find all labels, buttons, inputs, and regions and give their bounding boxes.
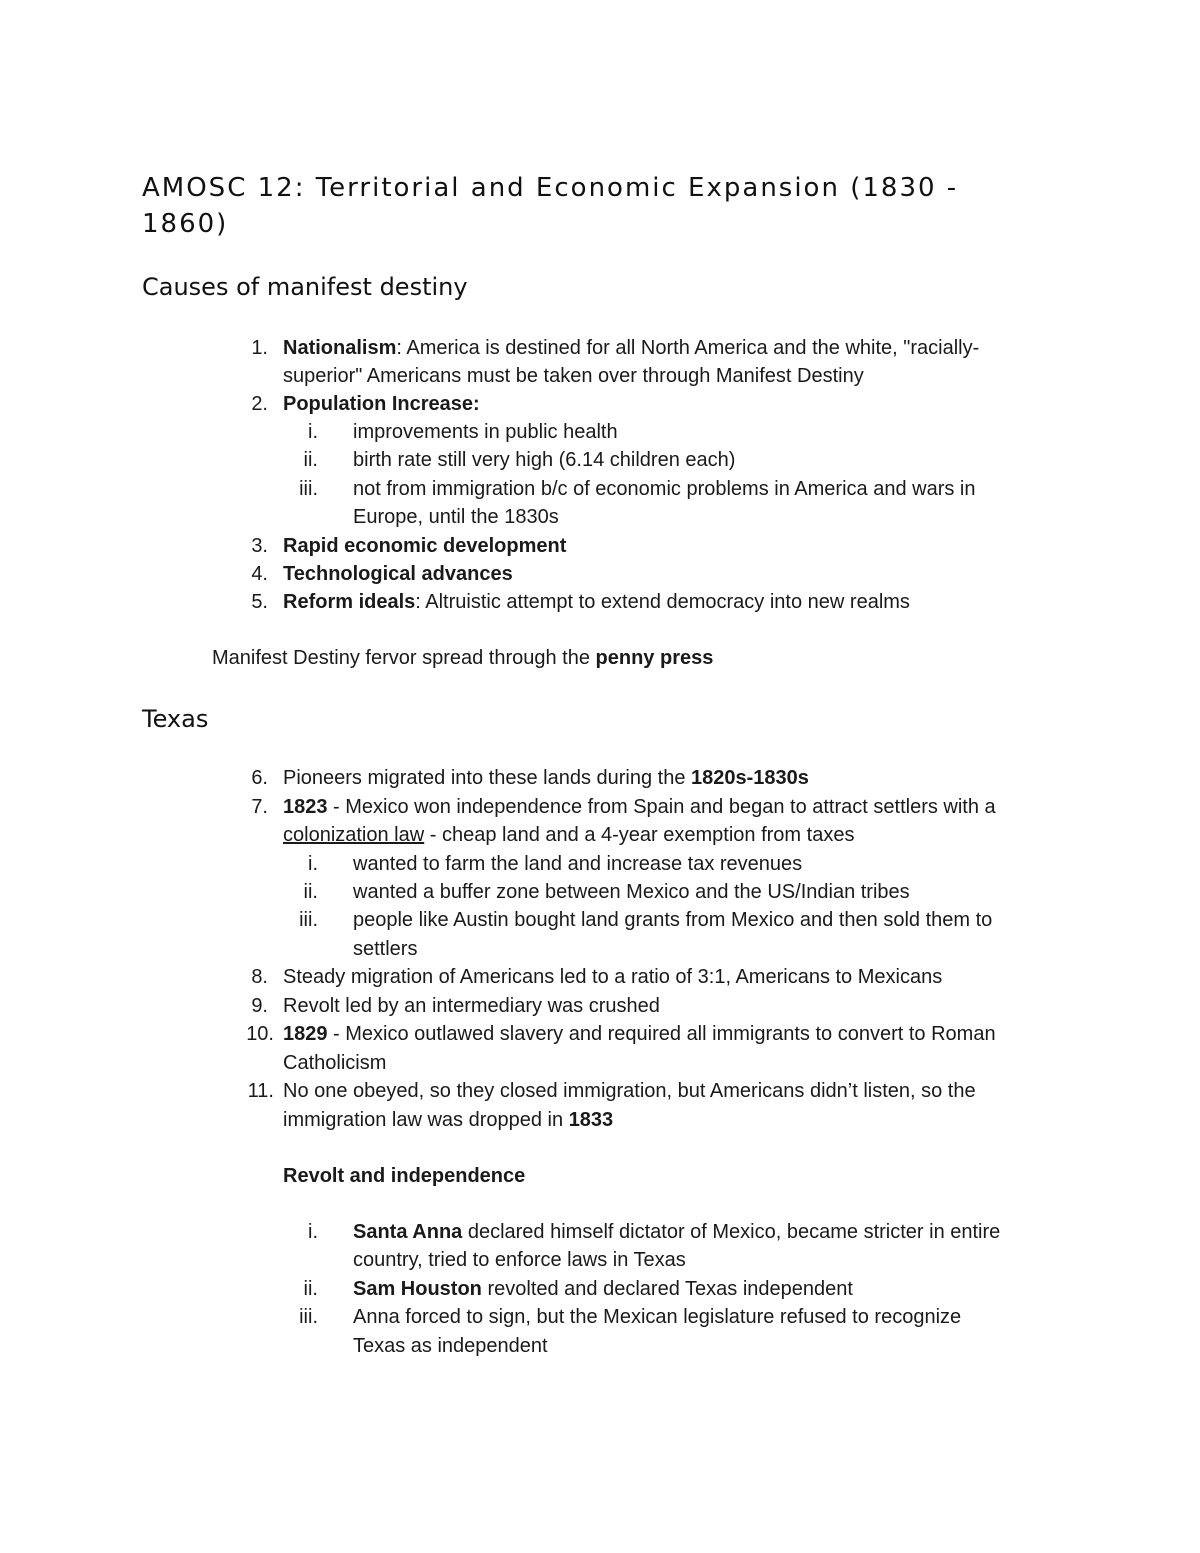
list-number: 10. bbox=[246, 1023, 274, 1045]
list-item bbox=[283, 793, 996, 821]
list-item bbox=[283, 1020, 996, 1048]
sublist-number: i. bbox=[308, 853, 318, 875]
term: Reform ideals bbox=[283, 591, 416, 613]
list-item bbox=[283, 764, 809, 792]
subheading bbox=[283, 1162, 525, 1190]
term: 1823 bbox=[283, 796, 328, 818]
term: Technological advances bbox=[283, 563, 513, 585]
list-number: 9. bbox=[251, 995, 268, 1017]
list-item bbox=[283, 390, 480, 418]
item-text: : Altruistic attempt to extend democracy into new realms bbox=[415, 591, 910, 613]
underlined-term: colonization law bbox=[283, 824, 425, 846]
sublist-item: birth rate still very high (6.14 children each) bbox=[353, 449, 736, 471]
list-item bbox=[283, 588, 910, 616]
term: Nationalism bbox=[283, 337, 397, 359]
item-text: : America is destined for all North America and the white, "racially- bbox=[396, 337, 980, 359]
list-item: Revolt led by an intermediary was crushed bbox=[283, 995, 660, 1017]
sublist-item-continuation: country, tried to enforce laws in Texas bbox=[353, 1249, 686, 1271]
term: Rapid economic development bbox=[283, 535, 567, 557]
sublist-number: ii. bbox=[303, 449, 318, 471]
note-line bbox=[212, 644, 713, 672]
sublist-number: iii. bbox=[299, 478, 318, 500]
list-number: 4. bbox=[251, 563, 268, 585]
sublist-item: not from immigration b/c of economic problems in America and wars in bbox=[353, 478, 976, 500]
item-text: - cheap land and a 4-year exemption from taxes bbox=[424, 824, 855, 846]
sublist-item: people like Austin bought land grants from Mexico and then sold them to bbox=[353, 909, 993, 931]
sublist-item: wanted to farm the land and increase tax revenues bbox=[353, 853, 803, 875]
list-item-continuation: superior" Americans must be taken over through Manifest Destiny bbox=[283, 365, 864, 387]
list-item-continuation bbox=[283, 1106, 613, 1134]
note-text: Manifest Destiny fervor spread through the bbox=[212, 647, 596, 669]
sublist-number: i. bbox=[308, 1221, 318, 1243]
list-item-continuation: Catholicism bbox=[283, 1052, 387, 1074]
sublist-item: Anna forced to sign, but the Mexican legislature refused to recognize bbox=[353, 1306, 962, 1328]
item-text: revolted and declared Texas independent bbox=[481, 1278, 853, 1300]
list-item bbox=[283, 560, 513, 588]
sublist-number: iii. bbox=[299, 909, 318, 931]
page-title: AMOSC 12: Territorial and Economic Expansion (1830 - 1860) bbox=[142, 173, 959, 239]
item-text: - Mexico won independence from Spain and began to attract settlers with a bbox=[327, 796, 996, 818]
list-item: No one obeyed, so they closed immigration, but Americans didn’t listen, so the bbox=[283, 1080, 976, 1102]
list-item bbox=[283, 532, 566, 560]
term: 1833 bbox=[568, 1109, 614, 1131]
sublist-item-continuation: Europe, until the 1830s bbox=[353, 506, 559, 528]
sublist-number: ii. bbox=[303, 881, 318, 903]
list-number: 11. bbox=[247, 1080, 274, 1102]
sublist-item-continuation: Texas as independent bbox=[353, 1335, 548, 1357]
list-number: 3. bbox=[251, 535, 268, 557]
sublist-item: wanted a buffer zone between Mexico and the US/Indian tribes bbox=[353, 881, 910, 903]
list-number: 5. bbox=[251, 591, 268, 613]
sublist-item-continuation: settlers bbox=[353, 938, 418, 960]
item-text: Pioneers migrated into these lands during the bbox=[283, 767, 692, 789]
list-number: 7. bbox=[251, 796, 268, 818]
item-text: declared himself dictator of Mexico, became stricter in entire bbox=[462, 1221, 1001, 1243]
list-number: 1. bbox=[251, 337, 268, 359]
term: Population Increase: bbox=[283, 393, 480, 415]
list-item: Steady migration of Americans led to a ratio of 3:1, Americans to Mexicans bbox=[283, 966, 943, 988]
sublist-number: i. bbox=[308, 421, 318, 443]
note-bold: penny press bbox=[595, 647, 714, 669]
term: 1820s-1830s bbox=[691, 767, 809, 789]
list-number: 8. bbox=[251, 966, 268, 988]
list-number: 6. bbox=[251, 767, 268, 789]
item-text: - Mexico outlawed slavery and required all immigrants to convert to Roman bbox=[327, 1023, 996, 1045]
list-item-continuation bbox=[283, 821, 854, 849]
item-text: immigration law was dropped in bbox=[283, 1109, 569, 1131]
sublist-number: ii. bbox=[303, 1278, 318, 1300]
term: 1829 bbox=[283, 1023, 328, 1045]
sublist-item bbox=[353, 1275, 853, 1303]
sublist-item bbox=[353, 1218, 1000, 1246]
list-number: 2. bbox=[251, 393, 268, 415]
sublist-item: improvements in public health bbox=[353, 421, 618, 443]
term: Sam Houston bbox=[353, 1278, 482, 1300]
term: Santa Anna bbox=[353, 1221, 463, 1243]
subheading-text: Revolt and independence bbox=[283, 1165, 526, 1187]
list-item bbox=[283, 334, 979, 362]
section-heading-texas: Texas bbox=[142, 705, 209, 733]
section-heading-causes: Causes of manifest destiny bbox=[142, 273, 468, 301]
sublist-number: iii. bbox=[299, 1306, 318, 1328]
